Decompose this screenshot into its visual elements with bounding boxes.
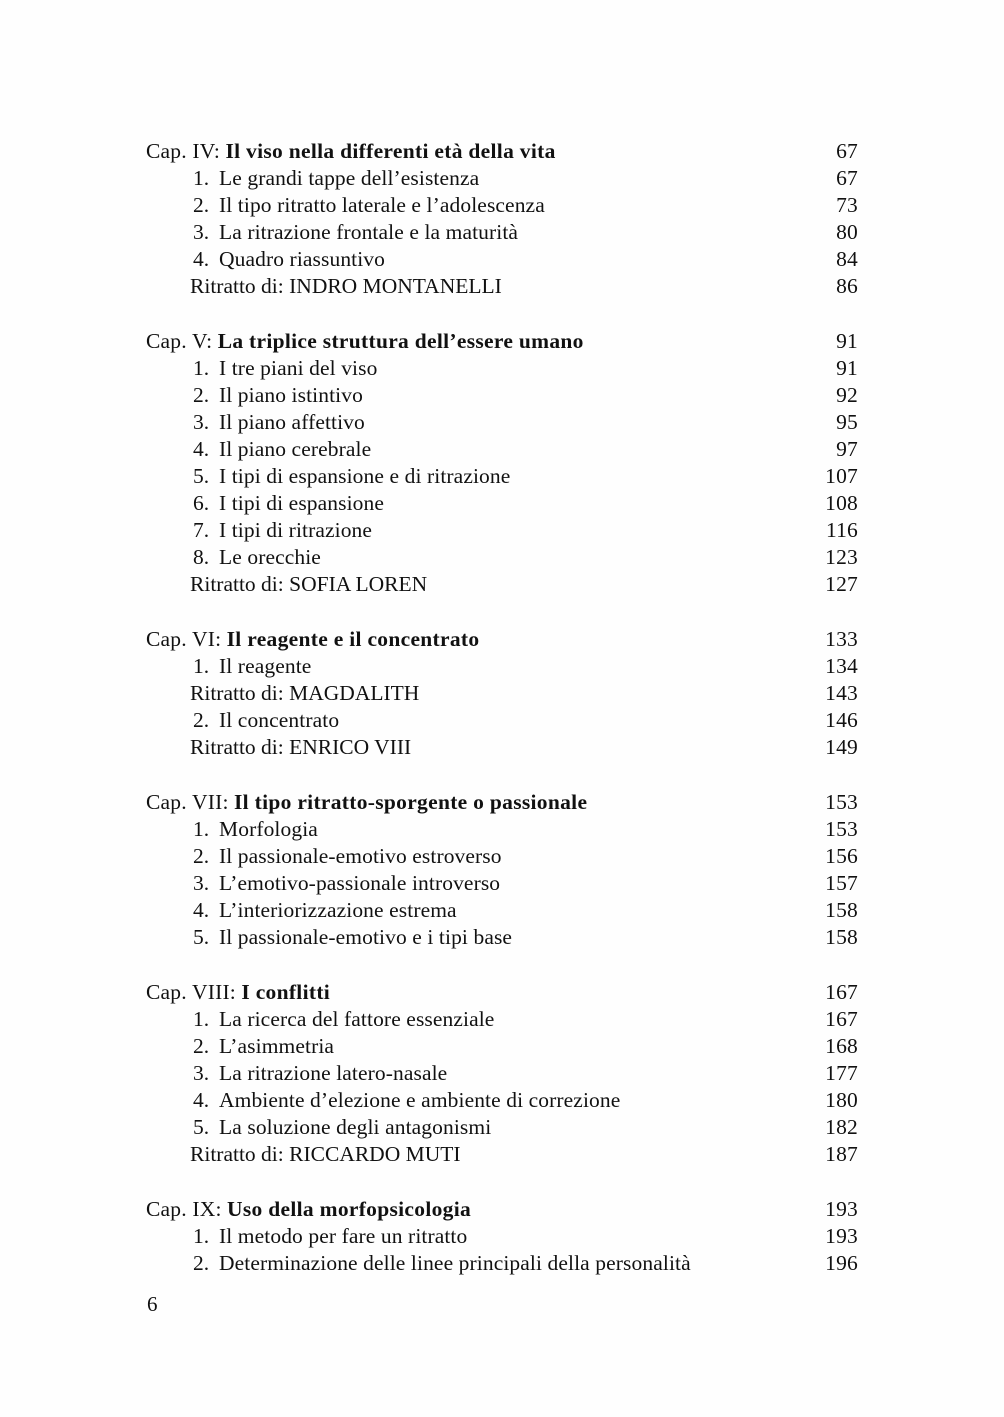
entry-page-number: 91 xyxy=(836,356,858,380)
entry-page-number: 123 xyxy=(825,545,858,569)
chapter-label: Cap. VII: xyxy=(146,790,229,814)
toc-chapter-heading[interactable] xyxy=(146,789,858,816)
toc-entry[interactable] xyxy=(146,1060,858,1087)
entry-page-number: 167 xyxy=(825,1007,858,1031)
entry-title: Ritratto di: ENRICO VIII xyxy=(190,735,412,759)
chapter-label: Cap. VIII: xyxy=(146,980,236,1004)
toc-entry[interactable] xyxy=(146,843,858,870)
entry-number: 1. xyxy=(193,356,210,380)
toc-entry[interactable] xyxy=(146,463,858,490)
table-of-contents xyxy=(146,138,858,1277)
entry-page-number: 177 xyxy=(825,1061,858,1085)
chapter-title: I conflitti xyxy=(241,980,331,1004)
entry-title: La ricerca del fattore essenziale xyxy=(219,1007,495,1031)
entry-title: Il metodo per fare un ritratto xyxy=(219,1224,468,1248)
entry-page-number: 158 xyxy=(825,925,858,949)
entry-page-number: 84 xyxy=(836,247,858,271)
toc-entry[interactable] xyxy=(146,1087,858,1114)
toc-entry[interactable] xyxy=(146,409,858,436)
chapter-label: Cap. IX: xyxy=(146,1197,222,1221)
entry-number: 1. xyxy=(193,1224,210,1248)
entry-page-number: 67 xyxy=(836,166,858,190)
entry-number: 5. xyxy=(193,1115,210,1139)
entry-title: L’emotivo-passionale introverso xyxy=(219,871,501,895)
toc-entry[interactable] xyxy=(146,517,858,544)
entry-title: Quadro riassuntivo xyxy=(219,247,386,271)
chapter-title: La triplice struttura dell’essere umano xyxy=(217,329,584,353)
entry-number: 4. xyxy=(193,247,210,271)
entry-title: Ritratto di: INDRO MONTANELLI xyxy=(190,274,502,298)
entry-page-number: 73 xyxy=(836,193,858,217)
entry-title: L’interiorizzazione estrema xyxy=(219,898,457,922)
chapter-label: Cap. IV: xyxy=(146,139,221,163)
entry-page-number: 97 xyxy=(836,437,858,461)
toc-portrait-entry[interactable] xyxy=(146,571,858,598)
chapter-title: Il tipo ritratto-sporgente o passionale xyxy=(234,790,588,814)
toc-entry[interactable] xyxy=(146,544,858,571)
toc-entry[interactable] xyxy=(146,490,858,517)
entry-page-number: 158 xyxy=(825,898,858,922)
entry-number: 3. xyxy=(193,871,210,895)
chapter-page-number: 153 xyxy=(825,790,858,814)
entry-number: 2. xyxy=(193,383,210,407)
entry-title: I tipi di espansione e di ritrazione xyxy=(219,464,511,488)
toc-entry[interactable] xyxy=(146,436,858,463)
chapter-page-number: 167 xyxy=(825,980,858,1004)
entry-title: Determinazione delle linee principali della personalità xyxy=(219,1251,691,1275)
toc-chapter-block xyxy=(146,1196,858,1277)
toc-entry[interactable] xyxy=(146,382,858,409)
entry-page-number: 180 xyxy=(825,1088,858,1112)
entry-title: Il concentrato xyxy=(219,708,340,732)
toc-entry[interactable] xyxy=(146,1006,858,1033)
entry-title: La ritrazione frontale e la maturità xyxy=(219,220,519,244)
entry-page-number: 157 xyxy=(825,871,858,895)
entry-number: 2. xyxy=(193,193,210,217)
entry-number: 2. xyxy=(193,708,210,732)
toc-entry[interactable] xyxy=(146,1033,858,1060)
entry-title: Il passionale-emotivo e i tipi base xyxy=(219,925,513,949)
entry-title: Il piano istintivo xyxy=(219,383,363,407)
toc-chapter-block xyxy=(146,979,858,1168)
toc-chapter-block xyxy=(146,328,858,598)
entry-number: 3. xyxy=(193,220,210,244)
entry-title: Il reagente xyxy=(219,654,312,678)
toc-entry[interactable] xyxy=(146,219,858,246)
entry-title: La ritrazione latero-nasale xyxy=(219,1061,448,1085)
entry-page-number: 108 xyxy=(825,491,858,515)
entry-title: I tipi di ritrazione xyxy=(219,518,373,542)
chapter-page-number: 91 xyxy=(836,329,858,353)
entry-title: L’asimmetria xyxy=(219,1034,335,1058)
entry-page-number: 193 xyxy=(825,1224,858,1248)
entry-page-number: 127 xyxy=(825,572,858,596)
toc-chapter-block xyxy=(146,138,858,300)
toc-entry[interactable] xyxy=(146,1250,858,1277)
chapter-label: Cap. VI: xyxy=(146,627,222,651)
entry-title: Ambiente d’elezione e ambiente di correzione xyxy=(219,1088,621,1112)
entry-number: 3. xyxy=(193,410,210,434)
chapter-page-number: 133 xyxy=(825,627,858,651)
entry-number: 5. xyxy=(193,464,210,488)
toc-chapter-heading[interactable] xyxy=(146,138,858,165)
toc-chapter-block xyxy=(146,626,858,761)
toc-entry[interactable] xyxy=(146,1114,858,1141)
entry-page-number: 149 xyxy=(825,735,858,759)
entry-title: Ritratto di: MAGDALITH xyxy=(190,681,420,705)
entry-page-number: 86 xyxy=(836,274,858,298)
entry-page-number: 182 xyxy=(825,1115,858,1139)
entry-title: Ritratto di: SOFIA LOREN xyxy=(190,572,428,596)
toc-entry[interactable] xyxy=(146,707,858,734)
entry-number: 2. xyxy=(193,1251,210,1275)
entry-number: 2. xyxy=(193,844,210,868)
entry-number: 1. xyxy=(193,166,210,190)
entry-title: Morfologia xyxy=(219,817,318,841)
entry-number: 4. xyxy=(193,437,210,461)
entry-title: I tre piani del viso xyxy=(219,356,378,380)
entry-number: 8. xyxy=(193,545,210,569)
toc-chapter-heading[interactable] xyxy=(146,979,858,1006)
entry-page-number: 95 xyxy=(836,410,858,434)
entry-number: 1. xyxy=(193,817,210,841)
toc-chapter-heading[interactable] xyxy=(146,1196,858,1223)
entry-number: 2. xyxy=(193,1034,210,1058)
chapter-page-number: 67 xyxy=(836,139,858,163)
chapter-label: Cap. V: xyxy=(146,329,213,353)
entry-page-number: 134 xyxy=(825,654,858,678)
entry-number: 4. xyxy=(193,898,210,922)
toc-entry[interactable] xyxy=(146,816,858,843)
toc-entry[interactable] xyxy=(146,192,858,219)
entry-page-number: 187 xyxy=(825,1142,858,1166)
entry-page-number: 196 xyxy=(825,1251,858,1275)
entry-page-number: 116 xyxy=(825,518,858,542)
entry-title: Le orecchie xyxy=(219,545,321,569)
chapter-title: Uso della morfopsicologia xyxy=(227,1197,472,1221)
entry-page-number: 146 xyxy=(825,708,858,732)
entry-title: Il piano affettivo xyxy=(219,410,365,434)
entry-title: Le grandi tappe dell’esistenza xyxy=(219,166,480,190)
chapter-page-number: 193 xyxy=(825,1197,858,1221)
entry-title: Il piano cerebrale xyxy=(219,437,372,461)
toc-entry[interactable] xyxy=(146,897,858,924)
entry-number: 1. xyxy=(193,1007,210,1031)
toc-entry[interactable] xyxy=(146,1223,858,1250)
toc-entry[interactable] xyxy=(146,355,858,382)
entry-page-number: 92 xyxy=(836,383,858,407)
toc-portrait-entry[interactable] xyxy=(146,734,858,761)
entry-page-number: 156 xyxy=(825,844,858,868)
toc-entry[interactable] xyxy=(146,870,858,897)
entry-page-number: 80 xyxy=(836,220,858,244)
toc-chapter-block xyxy=(146,789,858,951)
entry-title: Il tipo ritratto laterale e l’adolescenza xyxy=(219,193,545,217)
entry-title: La soluzione degli antagonismi xyxy=(219,1115,492,1139)
entry-page-number: 153 xyxy=(825,817,858,841)
entry-title: Ritratto di: RICCARDO MUTI xyxy=(190,1142,461,1166)
entry-number: 4. xyxy=(193,1088,210,1112)
entry-page-number: 168 xyxy=(825,1034,858,1058)
chapter-title: Il viso nella differenti età della vita xyxy=(225,139,556,163)
toc-entry[interactable] xyxy=(146,653,858,680)
entry-title: I tipi di espansione xyxy=(219,491,385,515)
toc-chapter-heading[interactable] xyxy=(146,328,858,355)
entry-page-number: 143 xyxy=(825,681,858,705)
toc-entry[interactable] xyxy=(146,165,858,192)
page-folio-number: 6 xyxy=(147,1292,158,1316)
toc-portrait-entry[interactable] xyxy=(146,680,858,707)
entry-page-number: 107 xyxy=(825,464,858,488)
toc-portrait-entry[interactable] xyxy=(146,1141,858,1168)
toc-chapter-heading[interactable] xyxy=(146,626,858,653)
entry-title: Il passionale-emotivo estroverso xyxy=(219,844,502,868)
entry-number: 3. xyxy=(193,1061,210,1085)
entry-number: 7. xyxy=(193,518,210,542)
toc-entry[interactable] xyxy=(146,924,858,951)
toc-entry[interactable] xyxy=(146,246,858,273)
entry-number: 1. xyxy=(193,654,210,678)
entry-number: 5. xyxy=(193,925,210,949)
toc-portrait-entry[interactable] xyxy=(146,273,858,300)
chapter-title: Il reagente e il concentrato xyxy=(226,627,480,651)
entry-number: 6. xyxy=(193,491,210,515)
